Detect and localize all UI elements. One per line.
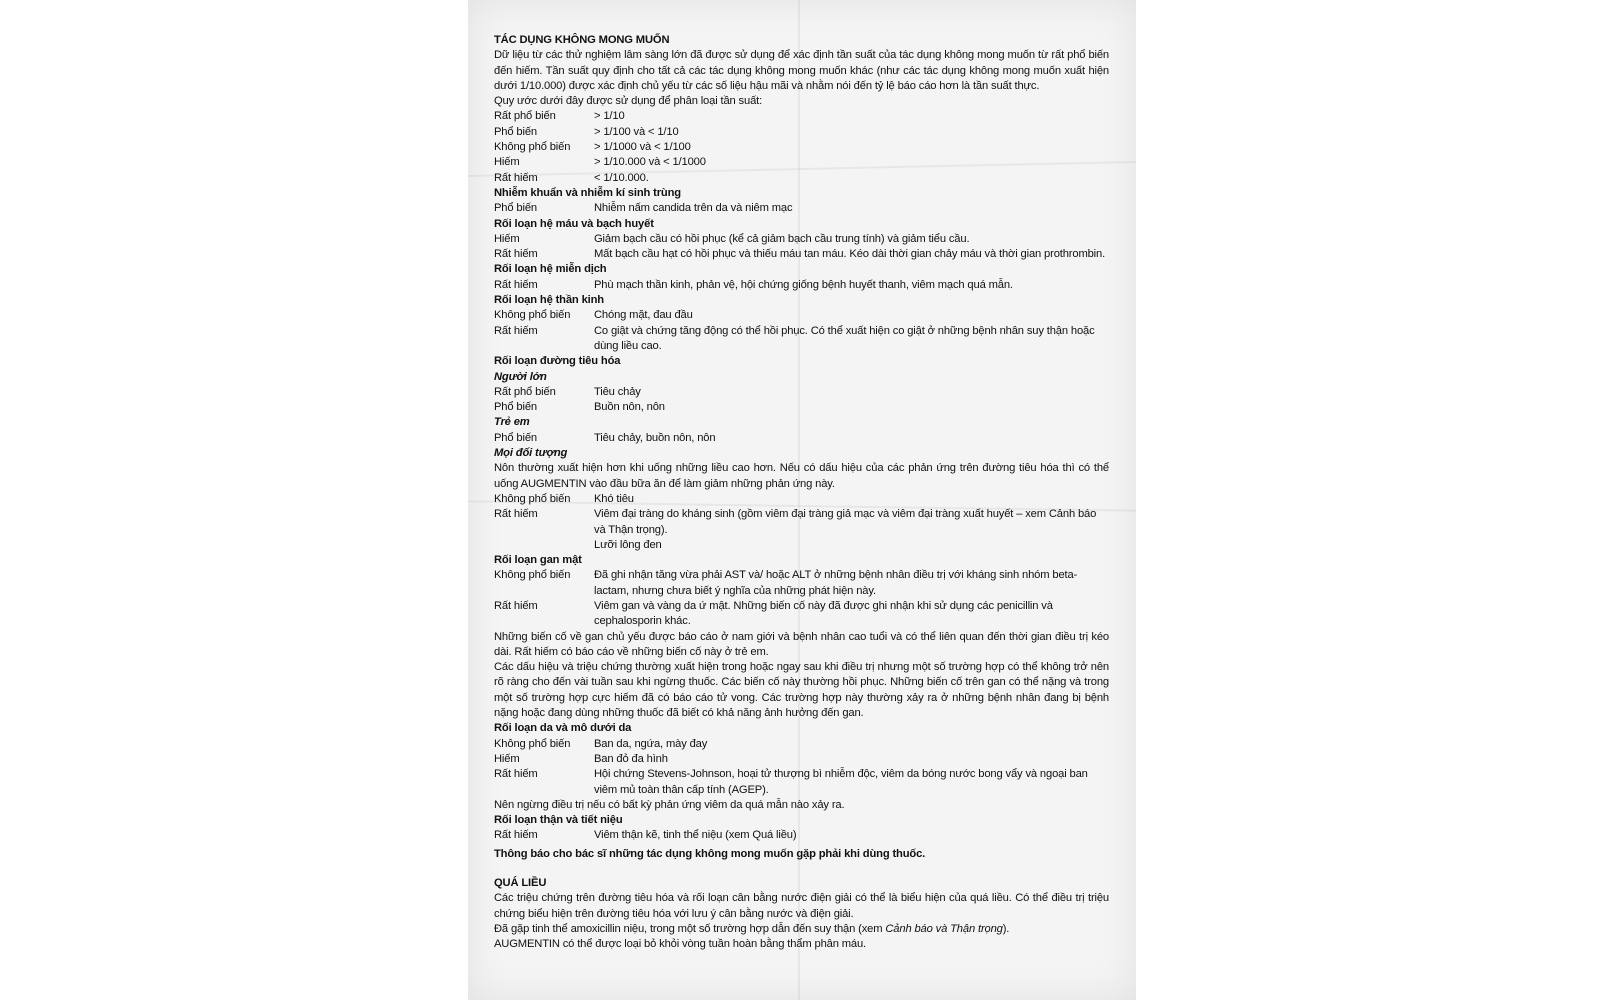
liver-paragraph: Các dấu hiệu và triệu chứng thường xuất hiện trong hoặc ngay sau khi điều trị nhưng một số trường hợp có thể không trở nên rõ ràng cho đến vài tuần sau khi ngừng thuốc. Các biến cố này thường hồi phục. Những biến cố trên gan có thể nặng và trong một số trường hợp cực hiếm đã có báo cáo tử vong. Các trường hợp này thường xảy ra ở những bệnh nhân đang bị bệnh nặng hoặc đang dùng những thuốc đã biết có khả năng ảnh hưởng đến gan. bbox=[494, 661, 1109, 720]
subsection-heading: Nhiễm khuẩn và nhiễm kí sinh trùng bbox=[494, 186, 681, 199]
effect-row: Rất hiếm Hội chứng Stevens-Johnson, hoại tử thượng bì nhiễm độc, viêm da bóng nước bong vẩy và ngoại ban viêm mủ toàn thân cấp tính (AGEP). bbox=[494, 768, 1088, 796]
report-advice: Thông báo cho bác sĩ những tác dụng không mong muốn gặp phải khi dùng thuốc. bbox=[494, 847, 926, 860]
effect-row: Rất hiếm Co giật và chứng tăng động có thể hồi phục. Có thể xuất hiện co giật ở những bệnh nhân suy thận hoặc dùng liều cao. bbox=[494, 324, 1095, 352]
effect-row: Không phổ biến Chóng mặt, đau đầu bbox=[494, 309, 693, 322]
convention-line: Quy ước dưới đây được sử dụng để phân loại tần suất: bbox=[494, 95, 763, 108]
effect-row: Rất hiếm Viêm gan và vàng da ứ mật. Những biến cố này đã được ghi nhận khi sử dụng các penicillin và cephalosporin khác. bbox=[494, 599, 1053, 628]
effect-row: Không phổ biến Đã ghi nhận tăng vừa phải AST và/ hoặc ALT ở những bệnh nhân điều trị với kháng sinh nhóm beta-lactam, nhưng chưa biết ý nghĩa của những phát hiện này. bbox=[494, 569, 1078, 597]
subsection-heading: Rối loạn hệ máu và bạch huyết bbox=[494, 217, 654, 230]
effect-row: Phổ biến Nhiễm nấm candida trên da và niêm mạc bbox=[494, 202, 793, 215]
frequency-row: Không phổ biến > 1/1000 và < 1/100 bbox=[494, 141, 691, 154]
subsection-heading: Rối loạn hệ miễn dịch bbox=[494, 263, 607, 276]
scanned-page bbox=[468, 0, 1136, 1000]
effect-row: Rất hiếm Viêm đại tràng do kháng sinh (gồm viêm đại tràng giả mạc và viêm đại tràng xuất huyết – xem Cảnh báo và Thận trọng). bbox=[494, 508, 1097, 536]
subsection-heading: Rối loạn thận và tiết niệu bbox=[494, 814, 623, 827]
liver-paragraph: Những biến cố về gan chủ yếu được báo cáo ở nam giới và bệnh nhân cao tuổi và có thể liên quan đến thời gian điều trị kéo dài. Rất hiếm có báo cáo về những biến cố này ở trẻ em. bbox=[494, 630, 1109, 658]
overdose-paragraph: Đã gặp tinh thể amoxicillin niệu, trong một số trường hợp dẫn đến suy thận (xem Cảnh báo và Thận trọng). bbox=[494, 922, 1010, 935]
frequency-row: Hiếm > 1/10.000 và < 1/1000 bbox=[494, 156, 706, 169]
subsection-heading: Rối loạn da và mô dưới da bbox=[494, 722, 632, 735]
overdose-paragraph: Các triệu chứng trên đường tiêu hóa và rối loạn cân bằng nước điện giải có thể là biểu hiện của quá liều. Có thể điều trị triệu chứng biểu hiện trên đường tiêu hóa với lưu ý cân bằng nước và điện giải. bbox=[494, 892, 1109, 920]
frequency-table bbox=[494, 109, 1109, 185]
section-title: TÁC DỤNG KHÔNG MONG MUỐN bbox=[494, 34, 670, 46]
population-label: Người lớn bbox=[494, 370, 547, 383]
document-body bbox=[494, 33, 1109, 953]
effect-row: Phổ biến Tiêu chảy, buồn nôn, nôn bbox=[494, 431, 716, 444]
effect-row: Phổ biến Buồn nôn, nôn bbox=[494, 401, 665, 414]
population-label: Mọi đối tượng bbox=[494, 447, 568, 460]
cross-reference: Cảnh báo và Thận trọng bbox=[885, 922, 1003, 935]
intro-paragraph: Dữ liệu từ các thử nghiệm lâm sàng lớn đã được sử dụng để xác định tần suất của tác dụng không mong muốn từ rất phổ biến đến hiếm. Tần suất quy định cho tất cả các tác dụng không mong muốn khác (như các tác dụng không mong muốn xuất hiện dưới 1/10.000) được xác định chủ yếu từ các số liệu hậu mãi và nhằm nói đến tỷ lệ báo cáo hơn là tần suất thực. bbox=[494, 49, 1109, 92]
population-label: Trẻ em bbox=[494, 416, 530, 429]
effect-row: Hiếm Ban đỏ đa hình bbox=[494, 752, 668, 765]
frequency-row: Rất hiếm < 1/10.000. bbox=[494, 171, 649, 184]
overdose-paragraph: AUGMENTIN có thể được loại bỏ khỏi vòng tuần hoàn bằng thẩm phân máu. bbox=[494, 938, 867, 951]
effect-row: Hiếm Giảm bạch cầu có hồi phục (kể cả giảm bạch cầu trung tính) và giảm tiểu cầu. bbox=[494, 232, 970, 245]
effect-row: Rất phổ biến Tiêu chảy bbox=[494, 385, 641, 398]
overdose-heading: QUÁ LIỀU bbox=[494, 877, 547, 890]
effect-row: Không phổ biến Ban da, ngứa, mày đay bbox=[494, 737, 708, 750]
effect-row: Rất hiếm Mất bạch cầu hạt có hồi phục và thiếu máu tan máu. Kéo dài thời gian chảy máu và thời gian prothrombin. bbox=[494, 248, 1106, 261]
effect-row: Rất hiếm Phù mạch thần kinh, phản vệ, hội chứng giống bệnh huyết thanh, viêm mạch quá mẫn. bbox=[494, 278, 1013, 291]
effect-row: Không phổ biến Khó tiêu bbox=[494, 492, 634, 505]
effect-row: Rất hiếm Viêm thận kẽ, tinh thể niệu (xem Quá liều) bbox=[494, 829, 797, 842]
frequency-row: Rất phổ biến > 1/10 bbox=[494, 110, 625, 123]
subsection-heading: Rối loạn hệ thần kinh bbox=[494, 294, 604, 307]
subsection-heading: Rối loạn đường tiêu hóa bbox=[494, 355, 621, 368]
effect-row: Lưỡi lông đen bbox=[594, 538, 662, 551]
subsection-heading: Rối loạn gan mật bbox=[494, 554, 582, 567]
skin-note: Nên ngừng điều trị nếu có bất kỳ phản ứng viêm da quá mẫn nào xảy ra. bbox=[494, 798, 845, 811]
gi-paragraph: Nôn thường xuất hiện hơn khi uống những liều cao hơn. Nếu có dấu hiệu của các phản ứng trên đường tiêu hóa thì có thể uống AUGMENTIN vào đầu bữa ăn để làm giảm những phản ứng này. bbox=[494, 462, 1109, 490]
frequency-row: Phổ biến > 1/100 và < 1/10 bbox=[494, 125, 679, 138]
